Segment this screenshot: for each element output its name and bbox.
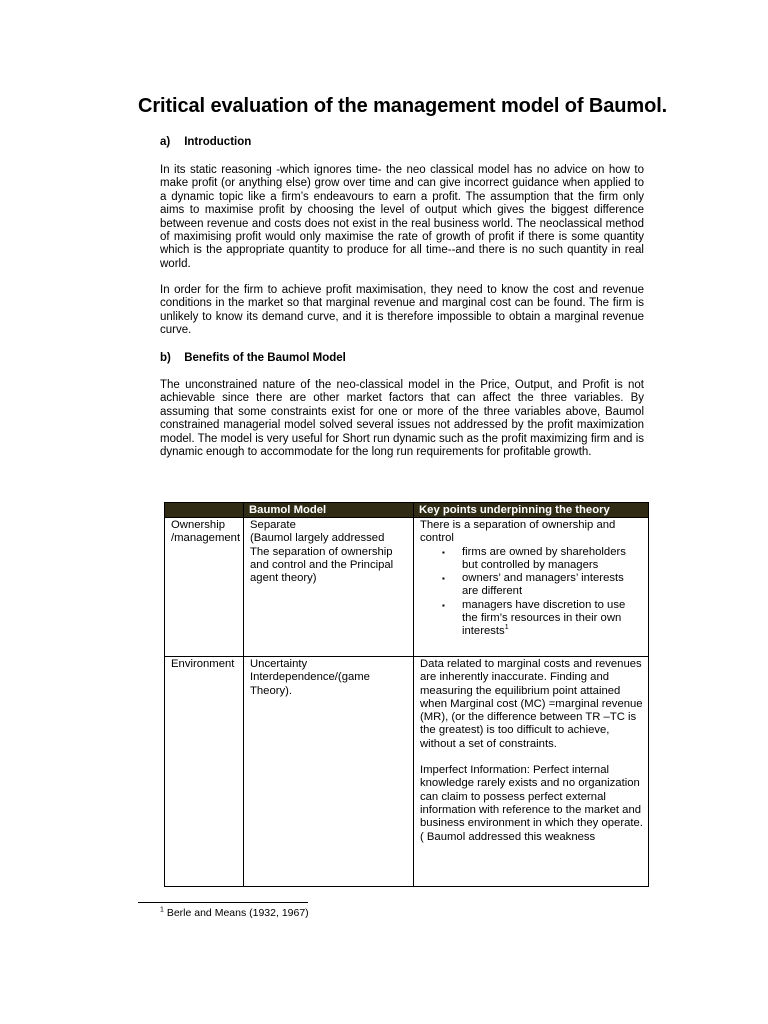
- list-item: ▪ owners’ and managers’ interests are different: [442, 572, 624, 598]
- table-header-baumol-model: Baumol Model: [244, 503, 414, 518]
- table-row: [165, 518, 649, 657]
- table-cell-key-points-environment: [414, 657, 649, 887]
- section-label: a): [160, 136, 171, 148]
- cell-paragraph: Data related to marginal costs and revenues are inherently inaccurate. Finding and measuring the equilibrium point attained when Marginal cost (MC) =marginal revenue (MR), (or the difference between TR –TC is the greatest) is too difficult to achieve, without a set of constraints.: [420, 658, 643, 750]
- intro-paragraph-2: In order for the firm to achieve profit maximisation, they need to know the cost and revenue conditions in the market so that marginal revenue and marginal cost can be found. The firm is unlikely to know its demand curve, and it is therefore impossible to obtain a marginal revenue curve.: [160, 284, 644, 337]
- bullet-icon: ▪: [442, 600, 445, 610]
- table-header-row: [165, 503, 649, 518]
- cell-line: Interdependence/(game Theory).: [250, 671, 370, 697]
- bullet-icon: ▪: [442, 574, 445, 584]
- bullet-icon: ▪: [442, 547, 445, 557]
- table-cell-key-points-ownership: [414, 518, 649, 657]
- section-heading-text: Benefits of the Baumol Model: [184, 352, 346, 364]
- table-cell-baumol-environment: [244, 657, 414, 887]
- list-item: ▪ firms are owned by shareholders but controlled by managers: [442, 545, 626, 571]
- section-heading-text: Introduction: [184, 136, 252, 148]
- cell-line: Separate: [250, 519, 296, 531]
- footnote-number: 1: [160, 906, 164, 914]
- section-heading-introduction: [160, 136, 251, 148]
- cell-intro-text: There is a separation of ownership and control: [420, 519, 616, 545]
- section-label: b): [160, 352, 171, 364]
- footnote-text: Berle and Means (1932, 1967): [166, 907, 309, 919]
- table-cell-baumol-ownership: [244, 518, 414, 657]
- list-item: ▪ managers have discretion to use the firm’s resources in their own interests$^1$: [442, 598, 626, 638]
- table-header-blank: [165, 503, 244, 518]
- benefits-paragraph-1: The unconstrained nature of the neo-classical model in the Price, Output, and Profit is not achievable since there are other market factors that can affect the three variables. By assuming that some constraints exist for one or more of the three variables above, Baumol constrained managerial model solved several issues not addressed by the profit maximization model. The model is very useful for Short run dynamic such as the profit maximizing firm and is dynamic enough to accommodate for the long run requirements for profitable growth.: [160, 379, 644, 459]
- bullet-list: [420, 546, 643, 639]
- document-title: Critical evaluation of the management model of Baumol.: [138, 95, 668, 117]
- intro-paragraph-1: In its static reasoning -which ignores time- the neo classical model has no advice on how to make profit (or anything else) grow over time and can give incorrect guidance when applied to a dynamic topic like a firm’s endeavours to earn a profit. The assumption that the firm only aims to maximise profit by choosing the level of output which gives the biggest difference between revenue and costs does not exist in the real business world. The neoclassical method of maximising profit would only maximise the rate of growth of profit if there is some quantity which is the appropriate quantity to produce for all time--and there is no such quantity in real world.: [160, 164, 644, 270]
- footnote: [160, 907, 309, 919]
- table-cell-environment: Environment: [165, 657, 244, 887]
- cell-paragraph: Imperfect Information: Perfect internal knowledge rarely exists and no organization can claim to possess perfect external information with reference to the market and business environment in which they operate. ( Baumol addressed this weakness: [420, 764, 643, 843]
- table-row: [165, 657, 649, 887]
- cell-line: The separation of ownership and control and the Principal agent theory): [250, 545, 394, 585]
- cell-line: (Baumol largely addressed: [250, 532, 385, 545]
- cell-line: Uncertainty: [250, 658, 308, 670]
- table-cell-ownership: Ownership /management: [165, 518, 244, 657]
- baumol-comparison-table: [164, 502, 649, 887]
- footnote-divider: [138, 902, 308, 903]
- table-header-key-points: Key points underpinning the theory: [414, 503, 649, 518]
- footnote-reference[interactable]: 1: [504, 624, 509, 632]
- section-heading-benefits: [160, 352, 346, 364]
